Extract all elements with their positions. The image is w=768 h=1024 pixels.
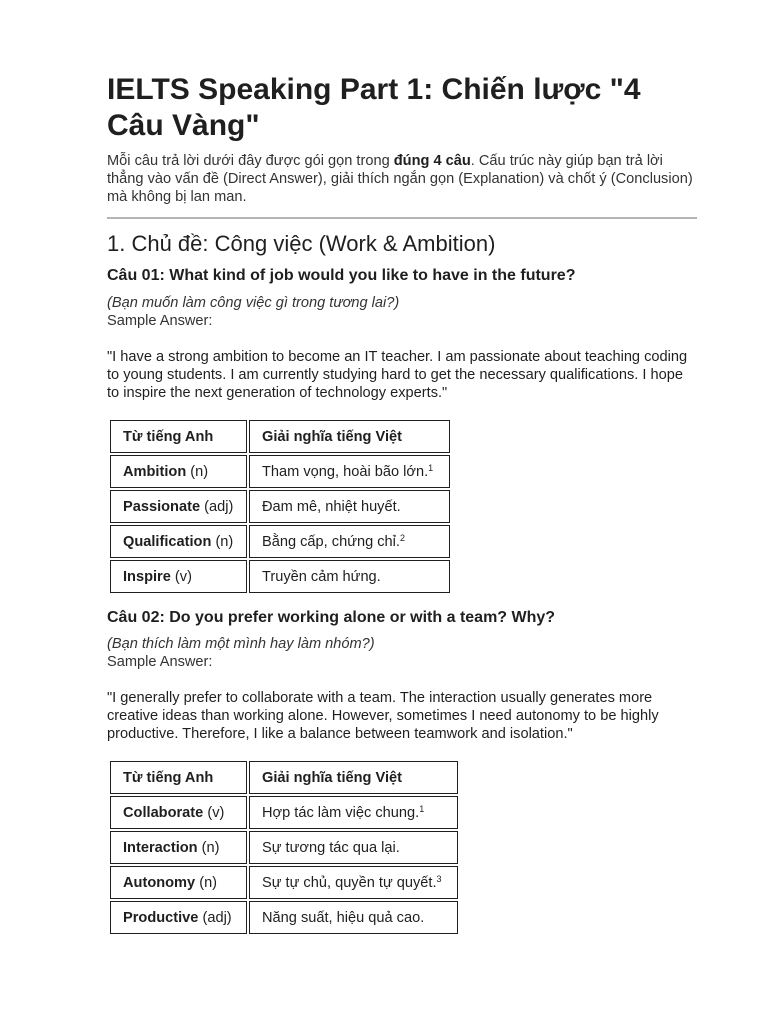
vocab-word: Productive	[123, 909, 199, 926]
vocab-table-2	[108, 759, 460, 936]
question-1-sample-label: Sample Answer:	[107, 313, 213, 329]
vocab-pos: (v)	[170, 568, 192, 585]
vocab-pos: (adj)	[198, 909, 232, 926]
vocab-word-cell	[110, 831, 247, 864]
vocab-pos: (n)	[186, 463, 209, 480]
section-title: 1. Chủ đề: Công việc (Work & Ambition)	[107, 231, 496, 256]
vocab-pos: (n)	[211, 533, 234, 550]
footnote-ref[interactable]: 1	[428, 463, 434, 473]
table-row	[110, 866, 458, 899]
vocab-meaning: Hợp tác làm việc chung.	[262, 805, 420, 821]
question-1-title: Câu 01: What kind of job would you like to have in the future?	[107, 267, 576, 284]
vocab-word-cell	[110, 525, 247, 558]
vocab-meaning: Năng suất, hiệu quả cao.	[262, 909, 425, 926]
vocab-table-1-header-row	[110, 420, 450, 453]
vocab-table-1	[108, 418, 452, 595]
vocab-meaning: Bằng cấp, chứng chỉ.	[262, 534, 400, 550]
question-2-sample-label: Sample Answer:	[107, 654, 213, 670]
vocab-word-cell	[110, 455, 247, 488]
vocab-meaning-cell	[249, 560, 450, 593]
vocab-word: Collaborate	[123, 804, 204, 821]
vocab-word: Ambition	[123, 463, 187, 480]
vocab-pos: (n)	[195, 874, 218, 891]
intro-bold-text: đúng 4 câu	[393, 153, 471, 169]
vocab-meaning: Sự tương tác qua lại.	[262, 839, 400, 856]
question-2-title: Câu 02: Do you prefer working alone or with a team? Why?	[107, 609, 556, 626]
vocab-meaning-cell	[249, 901, 458, 934]
intro-text-after: . Cấu trúc này giúp bạn trả lời thẳng vào vấn đề (Direct Answer), giải thích ngắn gọn (Explanation) và chốt ý (Conclusion) mà không bị lan man.	[107, 153, 693, 205]
vocab-meaning: Đam mê, nhiệt huyết.	[262, 498, 401, 515]
vocab-meaning-cell	[249, 866, 458, 899]
vocab-word-cell	[110, 796, 247, 829]
page-title: IELTS Speaking Part 1: Chiến lược "4 Câu Vàng"	[107, 73, 641, 142]
vocab-meaning-cell	[249, 796, 458, 829]
vocab-word-cell	[110, 866, 247, 899]
intro-text-before: Mỗi câu trả lời dưới đây được gói gọn trong	[107, 153, 394, 169]
header-english: Từ tiếng Anh	[110, 761, 247, 794]
header-vietnamese: Giải nghĩa tiếng Việt	[249, 761, 458, 794]
table-row	[110, 796, 458, 829]
vocab-word: Autonomy	[123, 874, 196, 891]
vocab-meaning-cell	[249, 525, 450, 558]
vocab-word: Qualification	[123, 533, 212, 550]
question-1-translation: (Bạn muốn làm công việc gì trong tương lai?)	[107, 295, 400, 311]
vocab-word: Passionate	[123, 498, 201, 515]
vocab-word-cell	[110, 901, 247, 934]
vocab-word: Interaction	[123, 839, 198, 856]
vocab-pos: (adj)	[200, 498, 234, 515]
question-2-answer: "I generally prefer to collaborate with a team. The interaction usually generates more creative ideas than working alone. However, sometimes I need autonomy to be highly productive. Therefore, I like a balance between teamwork and isolation."	[107, 690, 659, 742]
vocab-meaning-cell	[249, 490, 450, 523]
table-row	[110, 831, 458, 864]
table-row	[110, 490, 450, 523]
intro-paragraph	[107, 152, 697, 206]
vocab-meaning-cell	[249, 455, 450, 488]
vocab-word-cell	[110, 560, 247, 593]
vocab-word-cell	[110, 490, 247, 523]
vocab-pos: (v)	[203, 804, 225, 821]
header-vietnamese: Giải nghĩa tiếng Việt	[249, 420, 450, 453]
vocab-meaning: Truyền cảm hứng.	[262, 568, 381, 585]
header-english: Từ tiếng Anh	[110, 420, 247, 453]
footnote-ref[interactable]: 2	[399, 533, 405, 543]
section-divider	[107, 217, 697, 219]
vocab-pos: (n)	[197, 839, 220, 856]
vocab-table-2-header-row	[110, 761, 458, 794]
table-row	[110, 901, 458, 934]
footnote-ref[interactable]: 1	[419, 804, 425, 814]
vocab-meaning-cell	[249, 831, 458, 864]
vocab-meaning: Sự tự chủ, quyền tự quyết.	[262, 875, 437, 891]
table-row	[110, 525, 450, 558]
question-2-translation: (Bạn thích làm một mình hay làm nhóm?)	[107, 636, 375, 652]
table-row	[110, 560, 450, 593]
table-row	[110, 455, 450, 488]
footnote-ref[interactable]: 3	[436, 874, 442, 884]
vocab-word: Inspire	[123, 568, 171, 585]
question-1-answer: "I have a strong ambition to become an IT teacher. I am passionate about teaching coding to young students. I am currently studying hard to get the necessary qualifications. I hope to inspire the next generation of technology experts."	[107, 349, 688, 401]
vocab-meaning: Tham vọng, hoài bão lớn.	[262, 464, 429, 480]
